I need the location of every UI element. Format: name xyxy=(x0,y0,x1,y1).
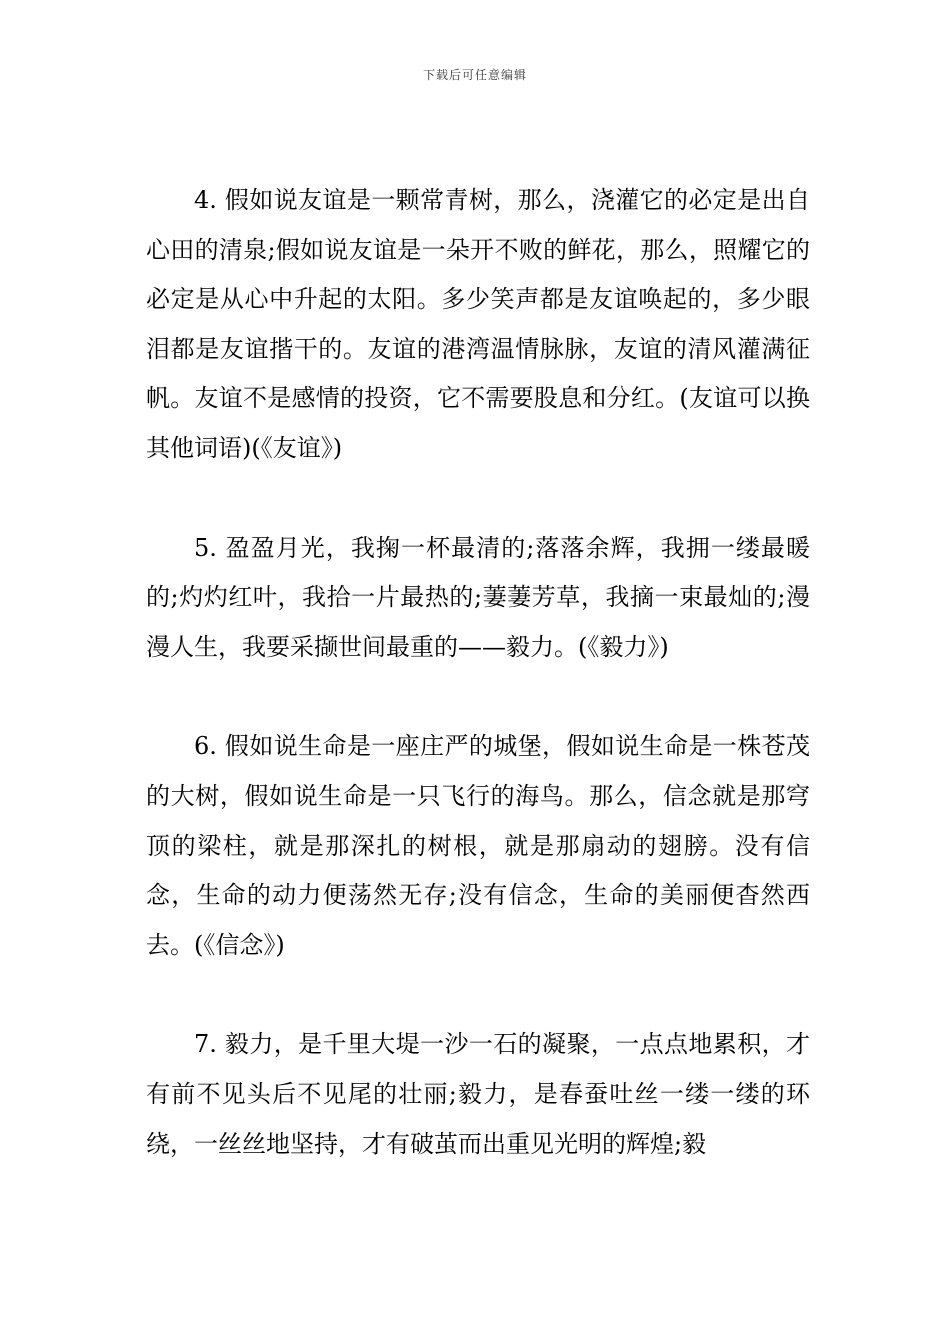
paragraph-belief: 6. 假如说生命是一座庄严的城堡，假如说生命是一株苍茂的大树，假如说生命是一只飞行的海鸟。那么，信念就是那穹顶的梁柱，就是那深扎的树根，就是那扇动的翅膀。没有信念，生命的动力便荡然无存;没有信念，生命的美丽便杳然西去。(《信念》) xyxy=(146,732,810,959)
paragraph-friendship: 4. 假如说友谊是一颗常青树，那么，浇灌它的必定是出自心田的清泉;假如说友谊是一朵开不败的鲜花，那么，照耀它的必定是从心中升起的太阳。多少笑声都是友谊唤起的，多少眼泪都是友谊揩干的。友谊的港湾温情脉脉，友谊的清风灌满征帆。友谊不是感情的投资，它不需要股息和分红。(友谊可以换其他词语)(《友谊》) xyxy=(146,186,810,462)
paragraph-perseverance: 5. 盈盈月光，我掬一杯最清的;落落余辉，我拥一缕最暖的;灼灼红叶，我拾一片最热的;萋萋芳草，我摘一束最灿的;漫漫人生，我要采撷世间最重的——毅力。(《毅力》) xyxy=(146,533,810,661)
page-header-note: 下载后可任意编辑 xyxy=(422,68,527,82)
document-body xyxy=(146,176,810,1219)
paragraph-perseverance-continued: 7. 毅力，是千里大堤一沙一石的凝聚，一点点地累积，才有前不见头后不见尾的壮丽;毅力，是春蚕吐丝一缕一缕的环绕，一丝丝地坚持，才有破茧而出重见光明的辉煌;毅 xyxy=(146,1030,810,1158)
